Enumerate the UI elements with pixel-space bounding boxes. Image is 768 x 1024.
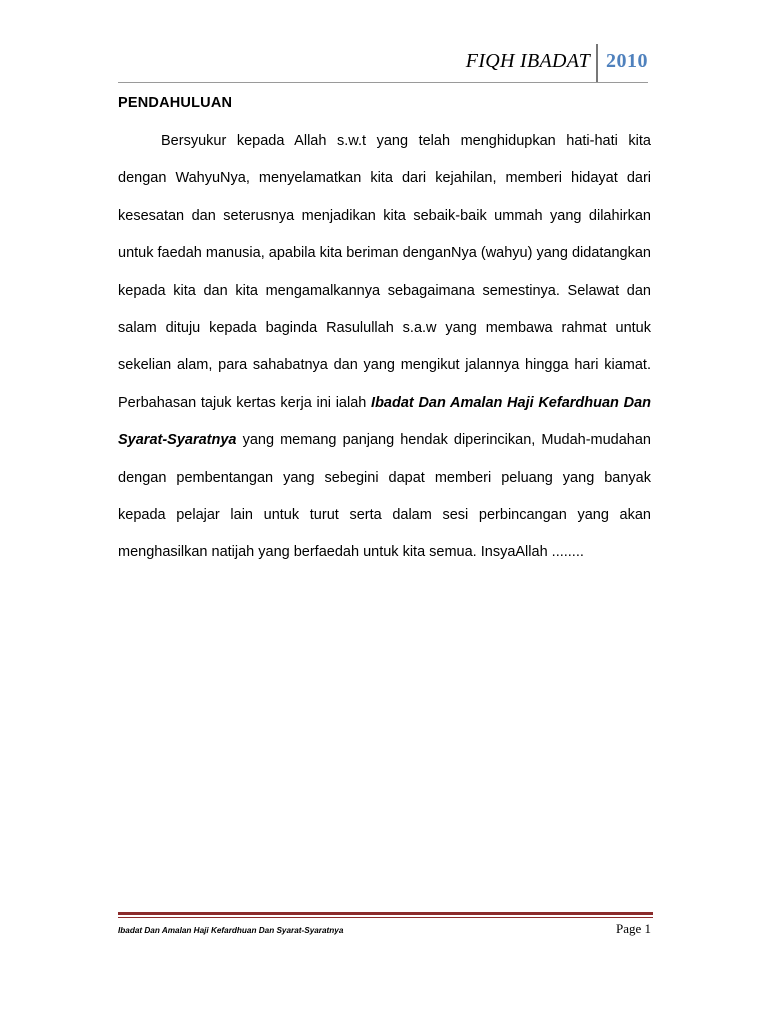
header-rule	[118, 82, 648, 83]
intro-paragraph	[118, 123, 651, 572]
footer-rule-thin	[118, 917, 653, 918]
section-heading: PENDAHULUAN	[118, 95, 233, 111]
header-year: 2010	[606, 50, 648, 72]
paragraph-text-1: Bersyukur kepada Allah s.w.t yang telah menghidupkan hati-hati kita dengan WahyuNya, menyelamatkan kita dari kejahilan, memberi hidayat dari kesesatan dan seterusnya menjadikan kita sebaik-baik ummah yang dilahirkan untuk faedah manusia, apabila kita beriman denganNya (wahyu) yang didatangkan kepada kita dan kita mengamalkannya sebagaimana semestinya. Selawat dan salam dituju kepada baginda Rasulullah s.a.w yang membawa rahmat untuk sekelian alam, para sahabatnya dan yang mengikut jalannya hingga hari kiamat. Perbahasan tajuk kertas kerja ini ialah	[118, 133, 651, 411]
paragraph-emphasis: Ibadat Dan Amalan Haji Kefardhuan Dan Syarat-Syaratnya	[118, 394, 651, 449]
header-title: FIQH IBADAT	[465, 50, 590, 72]
footer-rule-thick	[118, 912, 653, 915]
paragraph-text-2: yang memang panjang hendak diperincikan, Mudah-mudahan dengan pembentangan yang sebegini dapat memberi peluang yang banyak kepada pelajar lain untuk turut serta dalam sesi perbincangan yang akan menghasilkan natijah yang berfaedah untuk kita semua. InsyaAllah ........	[118, 432, 651, 561]
footer-title: Ibadat Dan Amalan Haji Kefardhuan Dan Syarat-Syaratnya	[118, 926, 344, 935]
page-number: Page 1	[615, 921, 651, 936]
document-body	[118, 95, 651, 572]
page-header	[466, 44, 648, 82]
